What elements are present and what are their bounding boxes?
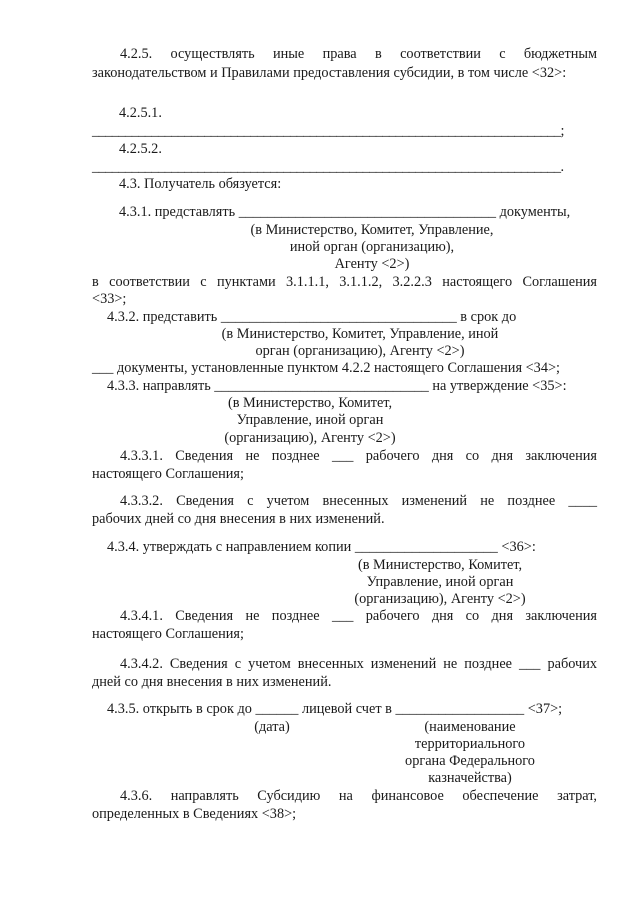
clause-4-3-1-hint3: Агенту <2>) (334, 256, 410, 272)
clause-4-3-4-2-line1: 4.3.4.2. Сведения с учетом внесенных изменений не позднее ___ рабочих (120, 656, 597, 672)
clause-4-2-5-line1: 4.2.5. осуществлять иные права в соответствии с бюджетным (120, 46, 597, 62)
clause-4-3-5-hint3: органа Федерального (405, 753, 535, 769)
clause-4-2-5-1-blank: _______________________________________________________________________; (92, 123, 564, 139)
clause-4-3-4-hint1: (в Министерство, Комитет, (357, 557, 523, 573)
clause-4-3-3-2-line2: рабочих дней со дня внесения в них изменений. (92, 511, 385, 527)
clause-4-3-2-hint2: орган (организацию), Агенту <2>) (255, 343, 465, 359)
clause-4-3-5-hint4: казначейства) (428, 770, 512, 786)
clause-4-3-5-hint-date: (дата) (254, 719, 290, 735)
clause-4-3-5-line1: 4.3.5. открыть в срок до ______ лицевой счет в __________________ <37>; (107, 701, 563, 717)
clause-4-3-4-hint3: (организацию), Агенту <2>) (354, 591, 526, 607)
clause-4-3-2-line1: 4.3.2. представить _________________________________ в срок до (107, 309, 517, 325)
clause-4-3-heading: 4.3. Получатель обязуется: (119, 176, 282, 192)
clause-4-2-5-line2: законодательством и Правилами предоставления субсидии, в том числе <32>: (92, 65, 567, 81)
clause-4-3-3-line1: 4.3.3. направлять ______________________________ на утверждение <35>: (107, 378, 567, 394)
clause-4-3-6-line2: определенных в Сведениях <38>; (92, 806, 297, 822)
clause-4-3-4-line1: 4.3.4. утверждать с направлением копии ____________________ <36>: (107, 539, 536, 555)
clause-4-3-3-1-line2: настоящего Соглашения; (92, 466, 244, 482)
clause-4-3-4-1-line1: 4.3.4.1. Сведения не позднее ___ рабочего дня со дня заключения (120, 608, 597, 624)
clause-4-3-2-hint1: (в Министерство, Комитет, Управление, иной (221, 326, 499, 342)
clause-4-3-1-hint2: иной орган (организацию), (289, 239, 455, 255)
clause-4-3-4-2-line2: дней со дня внесения в них изменений. (92, 674, 332, 690)
clause-4-3-3-hint1: (в Министерство, Комитет, (227, 395, 393, 411)
clause-4-3-1-line2: в соответствии с пунктами 3.1.1.1, 3.1.1.2, 3.2.2.3 настоящего Соглашения (92, 274, 597, 290)
clause-4-3-3-hint2: Управление, иной орган (236, 412, 384, 428)
clause-4-3-3-2-line1: 4.3.3.2. Сведения с учетом внесенных изменений не позднее ____ (120, 493, 597, 509)
clause-4-2-5-2-number: 4.2.5.2. (119, 141, 162, 157)
clause-4-3-4-hint2: Управление, иной орган (366, 574, 514, 590)
clause-4-2-5-2-blank: _______________________________________________________________________. (92, 159, 564, 175)
clause-4-3-3-1-line1: 4.3.3.1. Сведения не позднее ___ рабочего дня со дня заключения (120, 448, 597, 464)
clause-4-3-6-line1: 4.3.6. направлять Субсидию на финансовое обеспечение затрат, (120, 788, 597, 804)
clause-4-3-1-line1: 4.3.1. представлять ____________________________________ документы, (119, 204, 571, 220)
clause-4-3-4-1-line2: настоящего Соглашения; (92, 626, 244, 642)
clause-4-3-5-hint2: территориального (414, 736, 526, 752)
clause-4-3-3-hint3: (организацию), Агенту <2>) (224, 430, 396, 446)
clause-4-3-2-line2: ___ документы, установленные пунктом 4.2.2 настоящего Соглашения <34>; (92, 360, 560, 376)
clause-4-3-1-line3: <33>; (92, 291, 127, 307)
clause-4-3-1-hint1: (в Министерство, Комитет, Управление, (250, 222, 494, 238)
clause-4-2-5-1-number: 4.2.5.1. (119, 105, 162, 121)
clause-4-3-5-hint1: (наименование (424, 719, 516, 735)
